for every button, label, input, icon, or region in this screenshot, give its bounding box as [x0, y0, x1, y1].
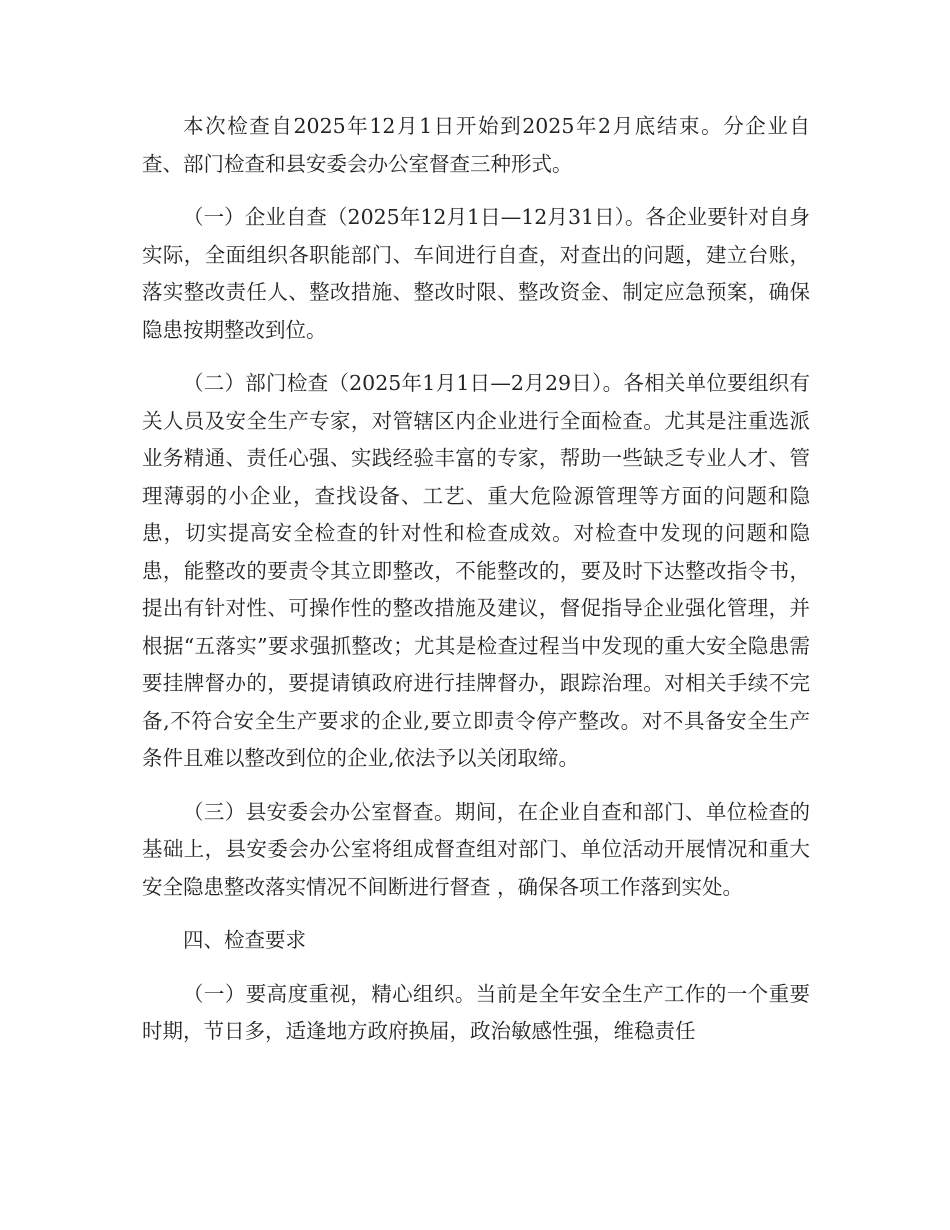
section-heading-inspection-requirements: 四、检查要求: [183, 928, 306, 952]
paragraph-inspection-period: 本次检查自2025年12月1日开始到2025年2月底结束。分企业自查、部门检查和县安委会办公室督查三种形式。: [142, 114, 810, 176]
paragraph-enterprise-self-check: （一）企业自查（2025年12月1日—12月31日）。各企业要针对自身实际，全面组织各职能部门、车间进行自查，对查出的问题，建立台账，落实整改责任人、整改措施、整改时限、整改资金、制定应急预案，确保隐患按期整改到位。: [142, 205, 810, 342]
paragraph-county-supervision: （三）县安委会办公室督查。期间，在企业自查和部门、单位检查的基础上，县安委会办公室将组成督查组对部门、单位活动开展情况和重大安全隐患整改落实情况不间断进行督查 ，确保各项工作落到实处。: [142, 799, 810, 899]
paragraph-department-inspection: （二）部门检查（2025年1月1日—2月29日）。各相关单位要组织有关人员及安全生产专家，对管辖区内企业进行全面检查。尤其是注重选派业务精通、责任心强、实践经验丰富的专家，帮助一些缺乏专业人才、管理薄弱的小企业，查找设备、工艺、重大危险源管理等方面的问题和隐患，切实提高安全检查的针对性和检查成效。对检查中发现的问题和隐患，能整改的要责令其立即整改，不能整改的，要及时下达整改指令书，提出有针对性、可操作性的整改措施及建议，督促指导企业强化管理，并根据“五落实”要求强抓整改；尤其是检查过程当中发现的重大安全隐患需要挂牌督办的，要提请镇政府进行挂牌督办，跟踪治理。对相关手续不完备,不符合安全生产要求的企业,要立即责令停产整改。对不具备安全生产条件且难以整改到位的企业,依法予以关闭取缔。: [142, 371, 810, 770]
paragraph-requirement-one: （一）要高度重视，精心组织。当前是全年安全生产工作的一个重要时期，节日多，适逢地方政府换届，政治敏感性强，维稳责任: [142, 981, 810, 1043]
document-body: [142, 108, 810, 1067]
